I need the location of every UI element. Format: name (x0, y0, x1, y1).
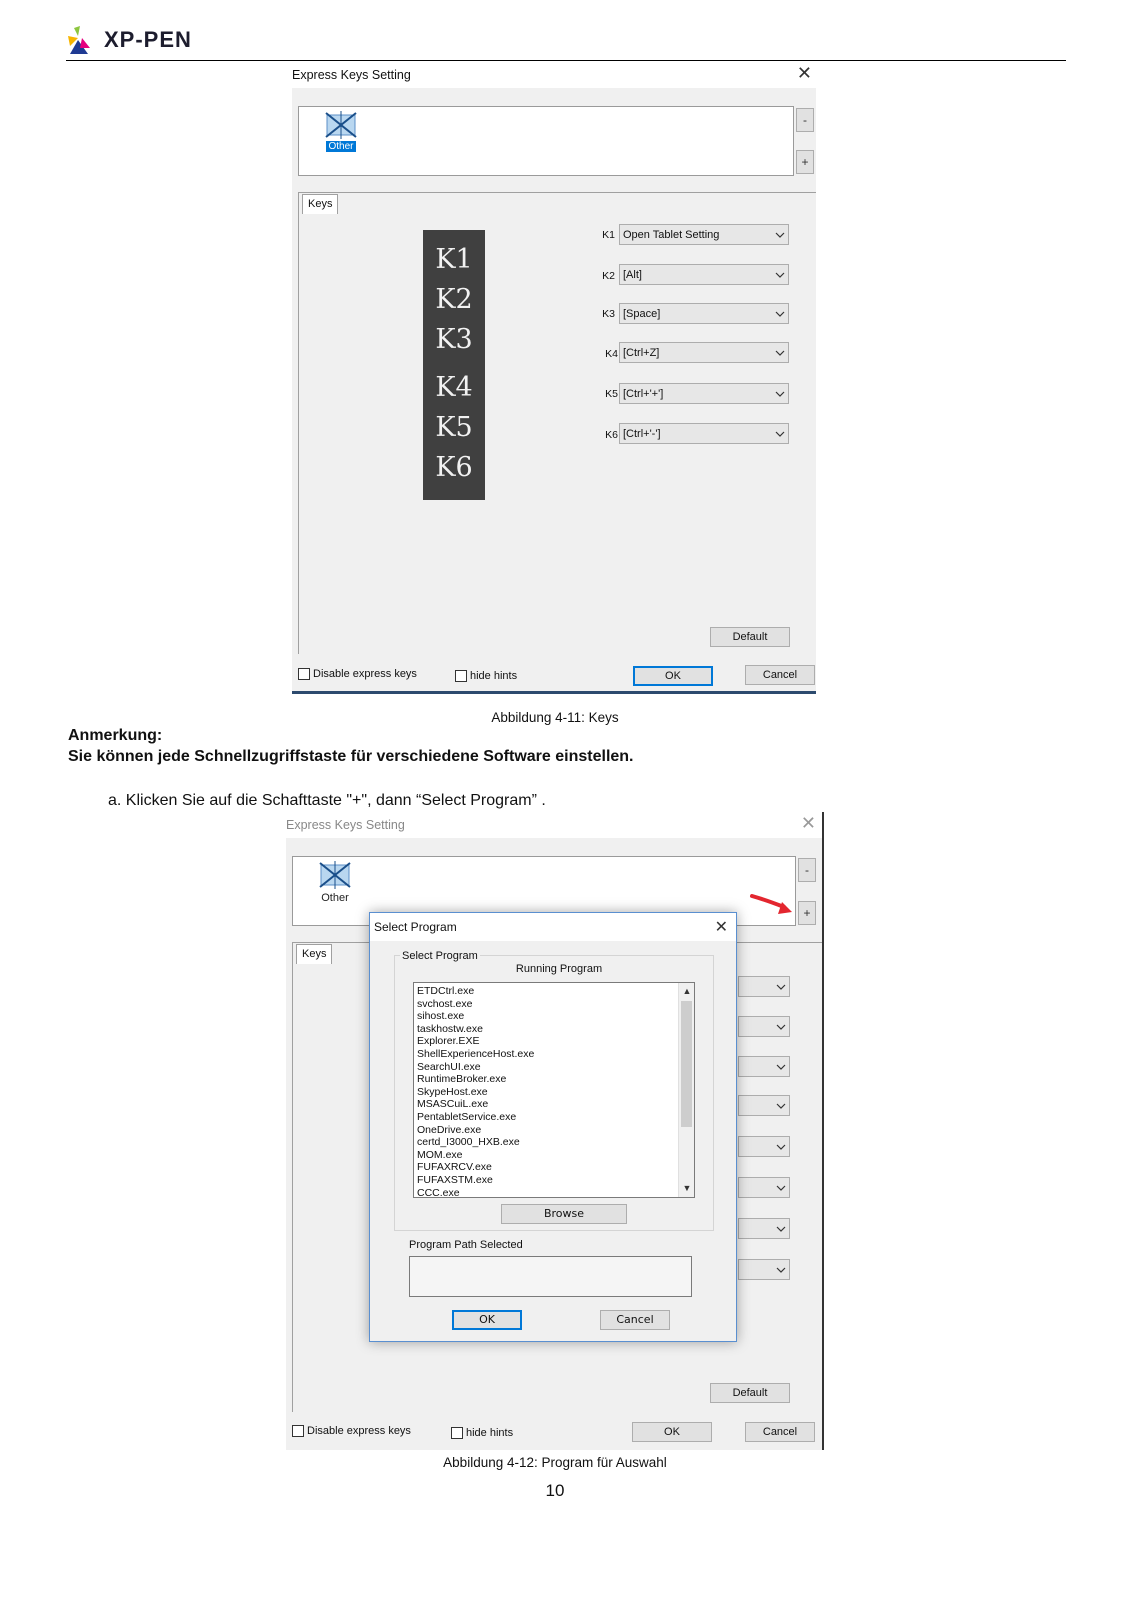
chevron-down-icon (773, 1177, 789, 1198)
key-select-k5[interactable] (619, 383, 789, 404)
list-scrollbar[interactable] (678, 983, 694, 1197)
express-keys-window-1 (292, 62, 816, 694)
app-list (298, 106, 794, 176)
tab-keys[interactable]: Keys (296, 944, 332, 964)
brand-logo (66, 22, 216, 58)
program-list-item[interactable]: OneDrive.exe (417, 1123, 482, 1136)
cancel-button[interactable]: Cancel (745, 665, 815, 685)
panel-key-label: K5 (435, 412, 473, 443)
chevron-down-icon (772, 303, 788, 324)
checkbox-label: Disable express keys (313, 668, 417, 680)
checkbox-label: hide hints (466, 1427, 514, 1439)
cancel-button[interactable]: Cancel (745, 1422, 815, 1442)
key-select-partial[interactable] (738, 1177, 790, 1198)
program-list-item[interactable]: Explorer.EXE (417, 1035, 480, 1048)
window-right-edge (822, 812, 824, 1450)
key-select-k1[interactable] (619, 224, 789, 245)
key-label-k1: K1 (602, 229, 615, 241)
browse-button[interactable]: Browse (501, 1204, 627, 1224)
close-icon[interactable]: ✕ (800, 813, 816, 833)
other-app-icon (318, 861, 352, 889)
figure-caption-1: Abbildung 4-11: Keys (491, 710, 619, 725)
chevron-down-icon (772, 342, 788, 363)
key-select-partial[interactable] (738, 1218, 790, 1239)
program-list[interactable] (413, 982, 695, 1198)
panel-key-label: K2 (435, 284, 473, 315)
key-select-k4[interactable] (619, 342, 789, 363)
key-select-partial[interactable] (738, 1056, 790, 1077)
key-select-value: [Space] (623, 307, 661, 320)
key-select-partial[interactable] (738, 1136, 790, 1157)
chevron-down-icon (773, 1259, 789, 1280)
program-list-item[interactable]: taskhostw.exe (417, 1022, 483, 1035)
checkbox-box[interactable] (455, 670, 467, 682)
checkbox-label: hide hints (470, 670, 518, 682)
key-select-partial[interactable] (738, 1095, 790, 1116)
disable-express-keys-checkbox[interactable] (292, 1425, 411, 1437)
key-select-partial[interactable] (738, 1259, 790, 1280)
select-program-dialog (369, 912, 737, 1342)
key-label-k6: K6 (605, 429, 618, 441)
key-select-k3[interactable] (619, 303, 789, 324)
program-list-item[interactable]: ETDCtrl.exe (417, 985, 475, 997)
key-select-k6[interactable] (619, 423, 789, 444)
key-select-k2[interactable] (619, 264, 789, 285)
figure-caption-2: Abbildung 4-12: Program für Auswahl (443, 1455, 667, 1470)
xp-pen-logo-icon (66, 24, 98, 56)
program-list-item[interactable]: ShellExperienceHost.exe (417, 1047, 535, 1060)
window-title: Express Keys Setting (292, 68, 411, 82)
key-label-k2: K2 (602, 270, 615, 282)
chevron-down-icon (772, 224, 788, 245)
dialog-titlebar (370, 913, 736, 941)
note-heading: Anmerkung: (68, 727, 163, 744)
program-items (417, 985, 534, 1198)
default-button[interactable]: Default (710, 1383, 790, 1403)
step-a: a. Klicken Sie auf die Schafttaste "+", dann “Select Program” . (108, 792, 546, 809)
app-item-other[interactable] (315, 861, 355, 905)
chevron-down-icon (773, 1056, 789, 1077)
scroll-down-icon[interactable]: ▼ (682, 1183, 692, 1194)
default-button[interactable]: Default (710, 627, 790, 647)
group-label: Select Program (402, 950, 478, 962)
brand-name: XP-PEN (104, 27, 192, 52)
program-list-item[interactable]: sihost.exe (417, 1010, 465, 1023)
panel-key-label: K1 (435, 244, 473, 275)
program-list-item[interactable]: RuntimeBroker.exe (417, 1073, 507, 1086)
note-text: Sie können jede Schnellzugriffstaste für verschiedene Software einstellen. (68, 748, 634, 765)
hidden-selects (738, 976, 790, 1280)
key-select-value: [Ctrl+'-'] (623, 427, 661, 440)
program-path-field[interactable] (409, 1256, 692, 1297)
key-select-value: Open Tablet Setting (623, 228, 720, 241)
key-select-partial[interactable] (738, 976, 790, 997)
panel-key-label: K4 (435, 372, 473, 403)
window-titlebar (292, 62, 816, 88)
chevron-down-icon (772, 264, 788, 285)
key-select-value: [Alt] (623, 268, 642, 281)
window-title: Express Keys Setting (286, 818, 405, 832)
other-app-icon (324, 111, 358, 139)
program-list-item[interactable]: certd_I3000_HXB.exe (417, 1136, 520, 1149)
chevron-down-icon (772, 423, 788, 444)
program-list-item[interactable]: MOM.exe (417, 1148, 463, 1161)
panel-key-label: K3 (435, 324, 473, 355)
app-item-other[interactable] (321, 111, 361, 155)
program-list-item[interactable]: FUFAXSTM.exe (417, 1173, 493, 1186)
chevron-down-icon (773, 1095, 789, 1116)
running-program-label: Running Program (515, 963, 603, 975)
tab-keys[interactable]: Keys (302, 194, 338, 214)
chevron-down-icon (773, 976, 789, 997)
checkbox-label: Disable express keys (307, 1425, 411, 1437)
panel-key-label: K6 (435, 452, 473, 483)
ok-button[interactable]: OK (633, 666, 713, 686)
key-panel-graphic (423, 230, 485, 500)
program-list-item[interactable]: CCC.exe (417, 1186, 460, 1198)
chevron-down-icon (773, 1016, 789, 1037)
checkbox-box[interactable] (298, 668, 310, 680)
path-label: Program Path Selected (409, 1239, 523, 1251)
dialog-ok-button[interactable]: OK (452, 1310, 522, 1330)
hide-hints-checkbox[interactable] (455, 670, 517, 682)
key-select-partial[interactable] (738, 1016, 790, 1037)
remove-app-button[interactable]: - (796, 108, 814, 132)
checkbox-box[interactable] (292, 1425, 304, 1437)
scroll-up-icon[interactable]: ▲ (682, 986, 692, 996)
program-list-item[interactable]: svchost.exe (417, 997, 473, 1010)
add-app-button[interactable]: + (796, 150, 814, 174)
program-list-item[interactable]: PentabletService.exe (417, 1110, 517, 1123)
program-list-item[interactable]: FUFAXRCV.exe (417, 1161, 492, 1174)
close-icon[interactable]: ✕ (796, 63, 812, 83)
key-label-k4: K4 (605, 348, 618, 360)
key-label-k5: K5 (605, 388, 618, 400)
chevron-down-icon (773, 1136, 789, 1157)
ok-button[interactable]: OK (632, 1422, 712, 1442)
header-divider (66, 60, 1066, 61)
key-select-value: [Ctrl+'+'] (623, 387, 664, 400)
program-list-item[interactable]: SearchUI.exe (417, 1060, 481, 1073)
program-list-item[interactable]: MSASCuiL.exe (417, 1098, 489, 1111)
key-label-k3: K3 (602, 308, 615, 320)
scroll-thumb[interactable] (681, 1001, 692, 1127)
dialog-title: Select Program (374, 920, 457, 934)
app-item-label: Other (321, 892, 349, 904)
window-bottom-edge (292, 691, 816, 694)
checkbox-box[interactable] (451, 1427, 463, 1439)
hide-hints-checkbox[interactable] (451, 1427, 513, 1439)
add-app-button[interactable]: + (798, 901, 816, 925)
dialog-cancel-button[interactable]: Cancel (600, 1310, 670, 1330)
chevron-down-icon (773, 1218, 789, 1239)
close-icon[interactable]: ✕ (714, 917, 728, 936)
remove-app-button[interactable]: - (798, 858, 816, 882)
program-list-item[interactable]: SkypeHost.exe (417, 1085, 488, 1098)
window-titlebar (286, 812, 824, 838)
key-select-value: [Ctrl+Z] (623, 346, 660, 359)
chevron-down-icon (772, 383, 788, 404)
app-item-label: Other (328, 141, 354, 152)
disable-express-keys-checkbox[interactable] (298, 668, 417, 680)
red-arrow-icon (748, 892, 796, 918)
page-number: 10 (545, 1481, 565, 1500)
